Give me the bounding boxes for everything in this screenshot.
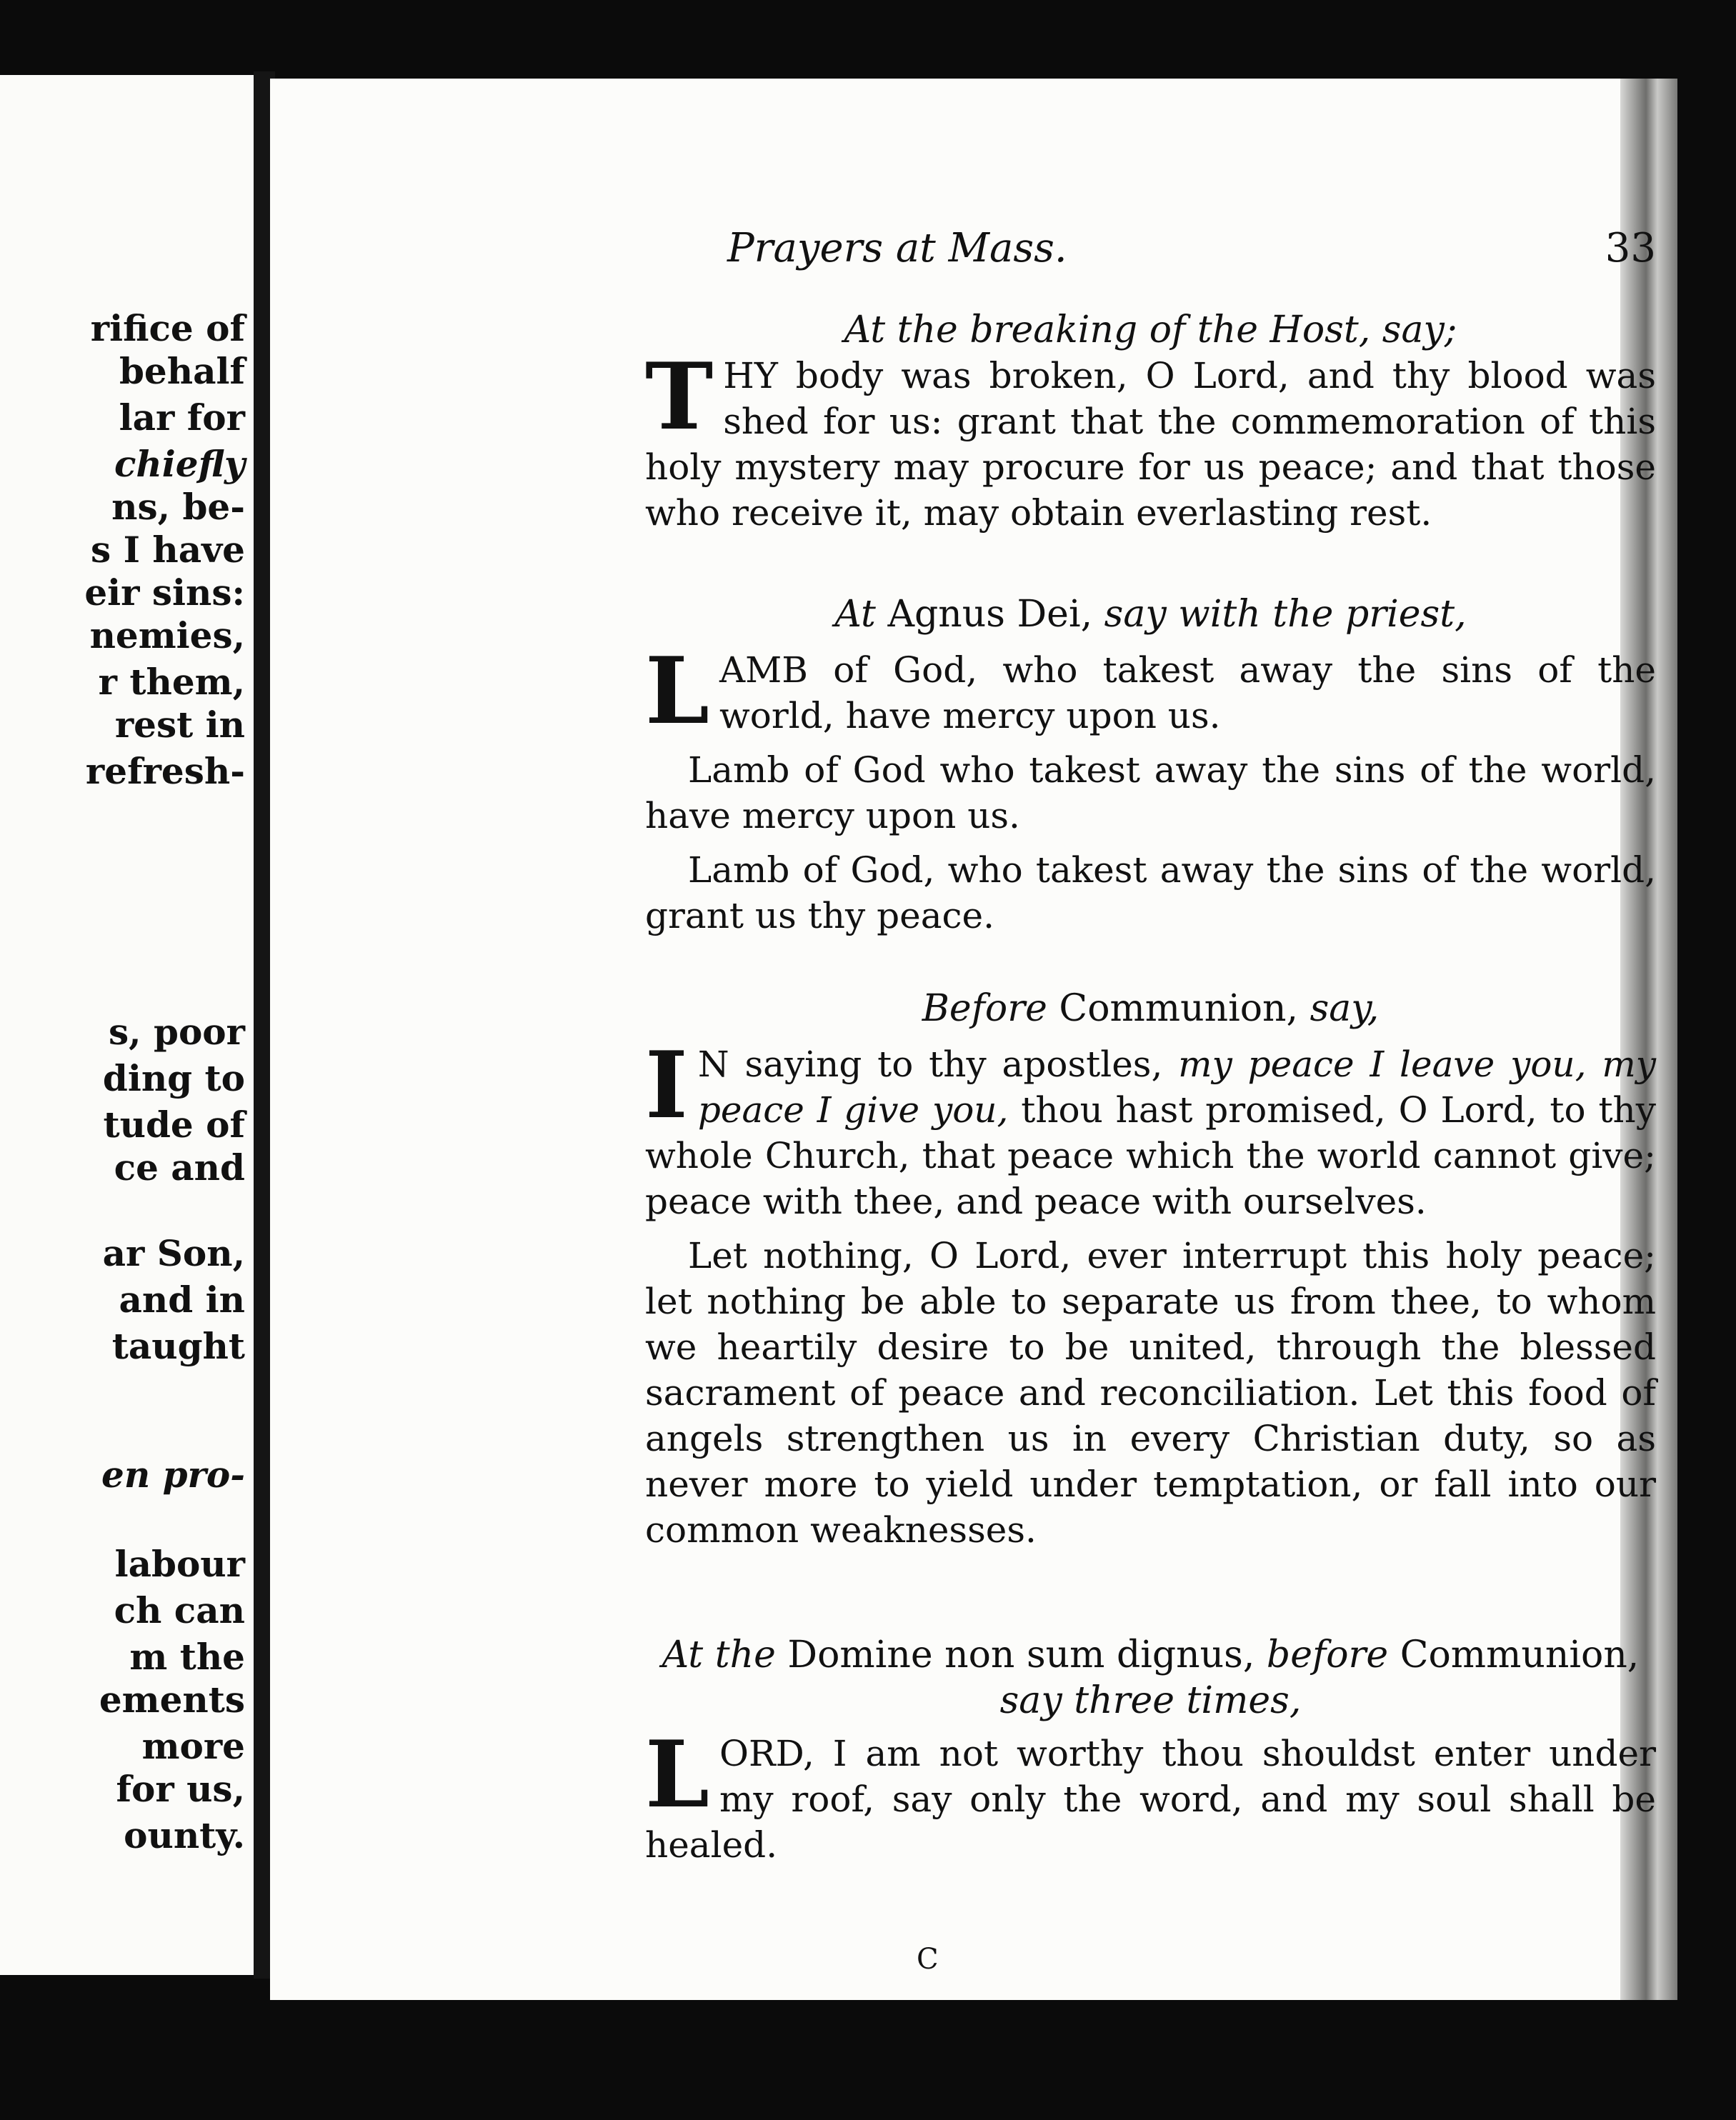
page-header [727, 225, 1656, 275]
facing-page-line: tude of [103, 1104, 245, 1146]
facing-page-line: ns, be- [111, 486, 245, 528]
facing-page-line: behalf [119, 350, 245, 392]
book-page [270, 79, 1677, 2000]
facing-page-line: r them, [98, 661, 245, 703]
communion-prayer-1 [645, 1032, 1656, 1224]
host-section [645, 307, 1656, 536]
page-number: 33 [1605, 225, 1656, 271]
facing-page-line: rifice of [90, 307, 245, 349]
agnus-line-1: LAMB of God, who takest away the sins of the world, have mercy upon us. [645, 638, 1656, 745]
domine-rubric-at: At the [662, 1634, 776, 1676]
facing-page-line: labour [114, 1543, 245, 1585]
facing-page-line: s, poor [109, 1011, 245, 1053]
signature-mark: C [917, 1943, 939, 1976]
facing-page-line: more [141, 1725, 245, 1767]
facing-page-line: nemies, [89, 614, 245, 656]
domine-section [645, 1632, 1656, 1868]
agnus-section [645, 591, 1656, 939]
facing-page-line: and in [119, 1279, 245, 1321]
domine-rubric-times: say three times, [999, 1679, 1302, 1722]
facing-page-line: ar Son, [102, 1232, 245, 1274]
facing-page-fragment [0, 75, 259, 1975]
communion-rubric-before: Before [922, 987, 1047, 1030]
agnus-rubric-title: Agnus Dei, [887, 593, 1093, 636]
agnus-rubric [645, 591, 1656, 637]
facing-page-line: rest in [114, 704, 245, 746]
facing-page-line: chiefly [114, 443, 245, 485]
facing-page-line: lar for [119, 396, 245, 439]
agnus-line-2: Lamb of God who takest away the sins of the world, have mercy upon us. [645, 749, 1656, 836]
facing-page-line: eir sins: [84, 571, 245, 614]
communion-prayer-1-opening: IN saying to thy apostles, [645, 1032, 1179, 1139]
facing-page-line: ce and [114, 1146, 245, 1189]
facing-page-line: en pro- [101, 1454, 245, 1496]
facing-page-line: ding to [102, 1057, 245, 1099]
facing-page-line: m the [129, 1636, 245, 1678]
agnus-rubric-instruction: say with the priest, [1104, 593, 1467, 636]
host-prayer: THY body was broken, O Lord, and thy blood was shed for us: grant that the commemoration of this holy mystery may procure for us peace; and that those who receive it, may obtain everlasting rest. [645, 344, 1656, 534]
domine-prayer: LORD, I am not worthy thou shouldst enter under my roof, say only the word, and my soul shall be healed. [645, 1721, 1656, 1866]
domine-rubric [645, 1632, 1656, 1678]
facing-page-line: taught [111, 1325, 245, 1367]
communion-prayer-2: Let nothing, O Lord, ever interrupt this holy peace; let nothing be able to separate us from thee, to whom we heartily desire to be united, through the blessed sacrament of peace and reconciliation. Let this food of angels strengthen us in every Christian duty, so as never more to yield under temptation, or fall into our common weaknesses. [645, 1235, 1656, 1551]
domine-rubric-title: Domine non sum dignus, [787, 1634, 1255, 1676]
facing-page-line: ements [99, 1679, 245, 1721]
domine-rubric-communion: Communion, [1400, 1634, 1640, 1676]
domine-rubric-before: before [1266, 1634, 1389, 1676]
communion-prayer-1-rest: thou hast promised, O Lord, to thy whole Church, that peace which the world cannot give; peace with thee, and peace with ourselves. [645, 1089, 1656, 1222]
facing-page-line: s I have [91, 529, 245, 571]
facing-page-line: ch can [114, 1589, 245, 1631]
communion-rubric-instruction: say, [1310, 987, 1380, 1030]
communion-rubric-title: Communion, [1059, 987, 1299, 1030]
communion-rubric [645, 986, 1656, 1031]
communion-section [645, 986, 1656, 1553]
communion-prayer-1-quote: my peace I leave you, my peace I give you, [697, 1044, 1656, 1131]
facing-page-line: for us, [116, 1768, 245, 1810]
running-head: Prayers at Mass. [727, 225, 1067, 271]
facing-page-line: ounty. [124, 1814, 245, 1856]
facing-page-line: refresh- [85, 750, 245, 792]
host-rubric: At the breaking of the Host, say; [844, 309, 1457, 351]
agnus-rubric-at: At [834, 593, 876, 636]
agnus-line-3: Lamb of God, who takest away the sins of the world, grant us thy peace. [645, 849, 1656, 936]
